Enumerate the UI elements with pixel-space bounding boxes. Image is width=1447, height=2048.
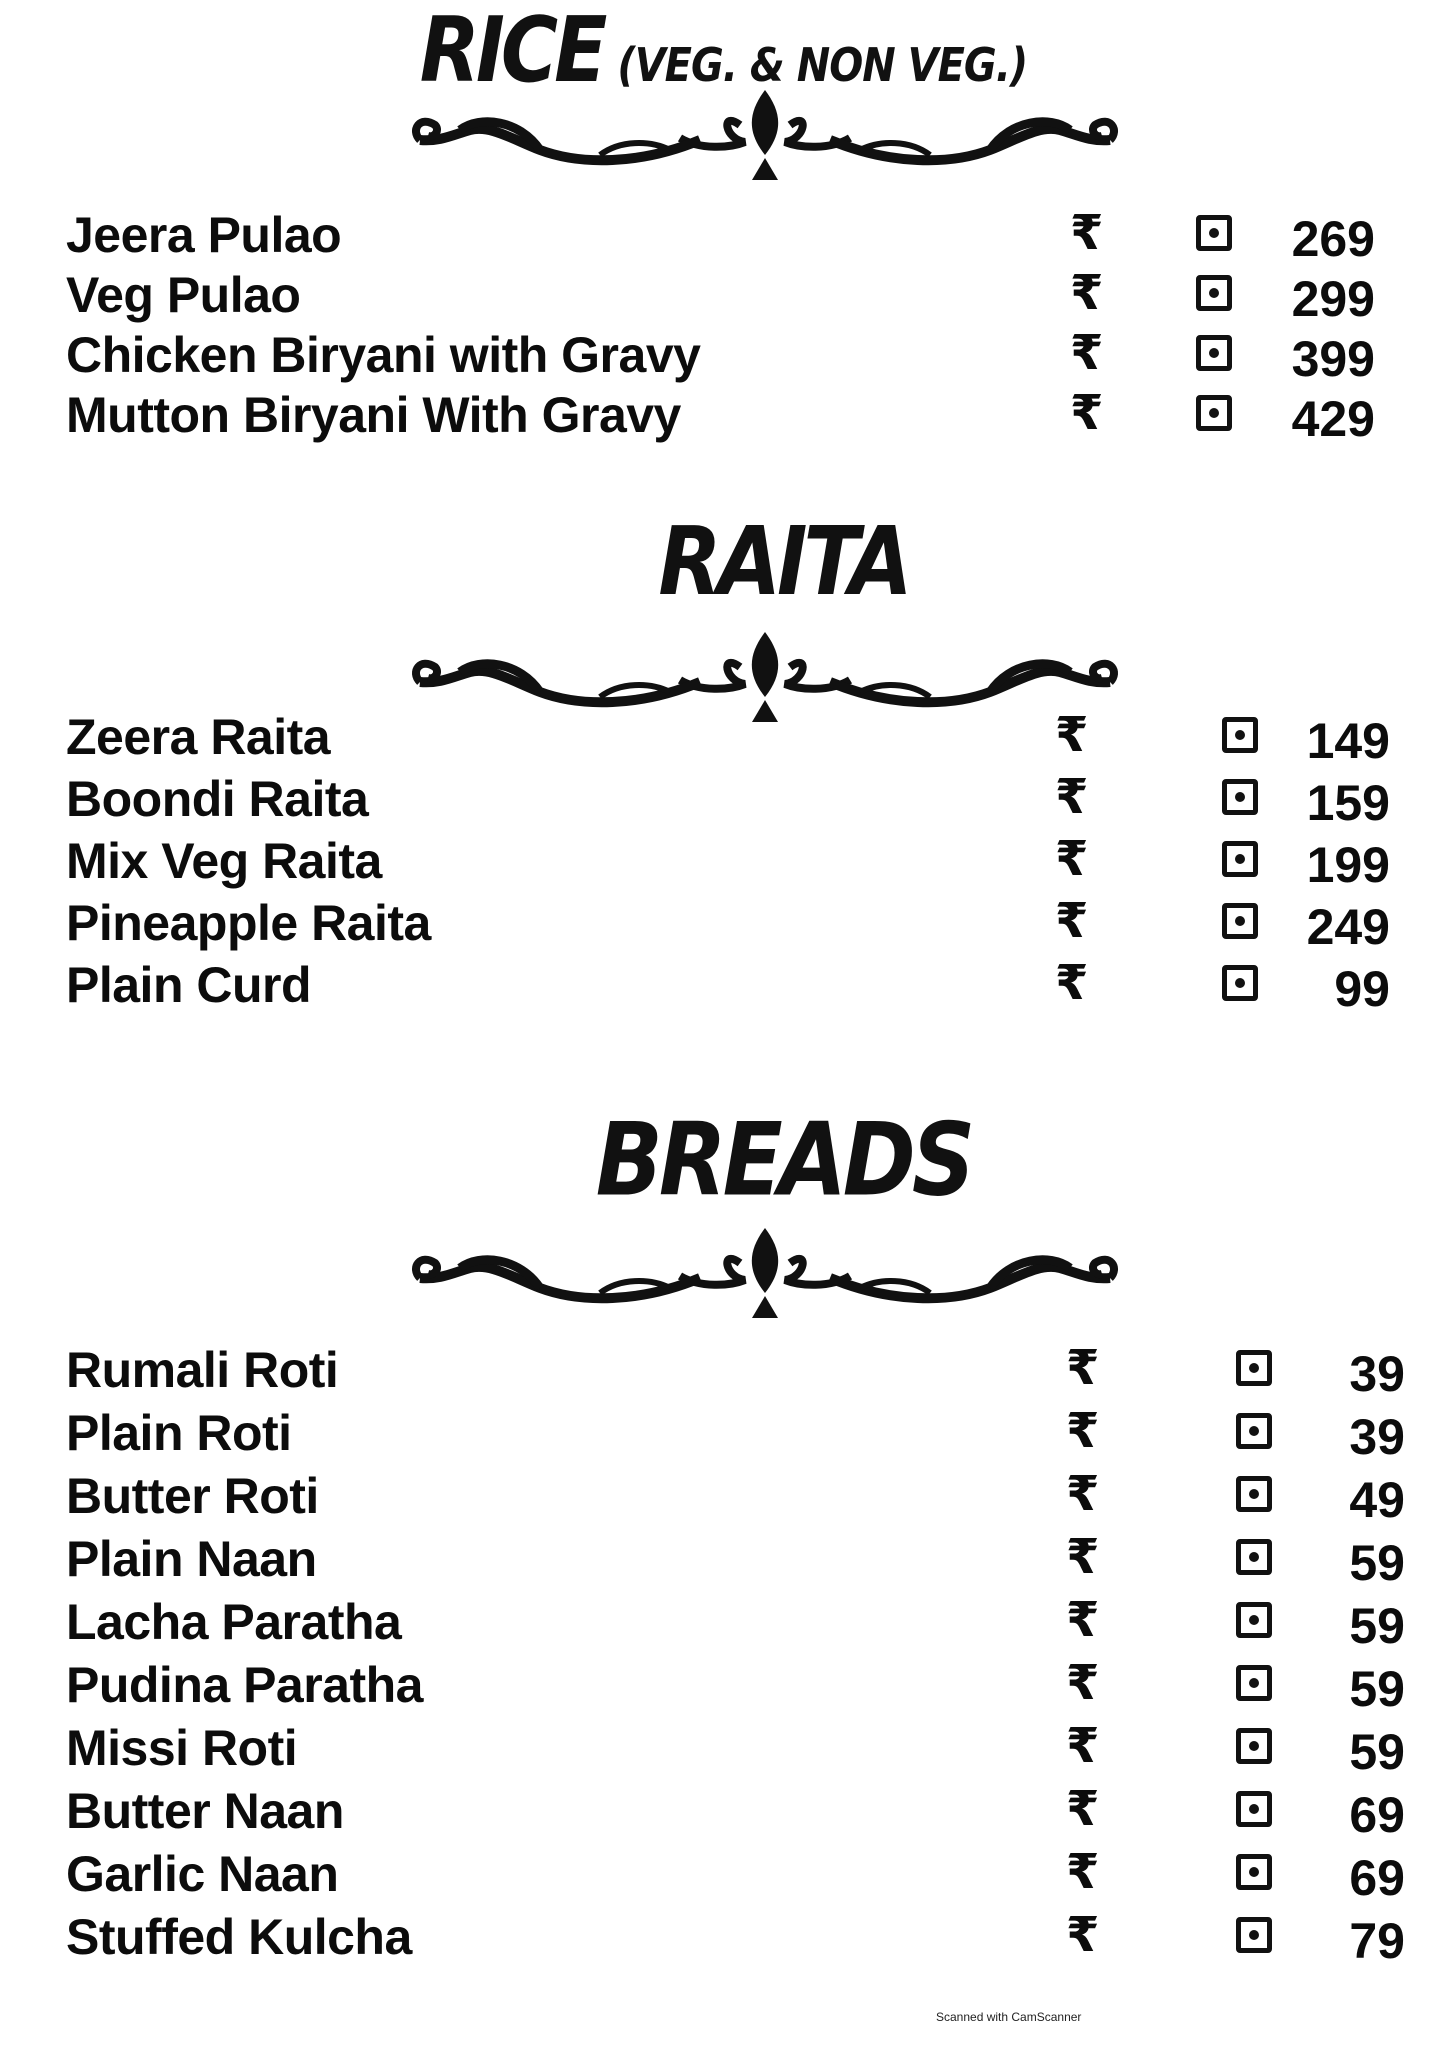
menu-item-name: Missi Roti [66, 1720, 298, 1776]
menu-item-row [0, 325, 1447, 385]
rupee-symbol: ₹ [1066, 1340, 1100, 1396]
rupee-symbol: ₹ [1070, 385, 1104, 441]
menu-item-name: Garlic Naan [66, 1846, 339, 1902]
menu-item-price: 199 [1306, 837, 1390, 893]
menu-item-row [0, 385, 1447, 445]
menu-item-row [0, 1718, 1447, 1778]
veg-symbol-icon [1196, 215, 1232, 251]
menu-item-name: Lacha Paratha [66, 1594, 402, 1650]
veg-symbol-icon [1222, 903, 1258, 939]
section-title-breads [60, 1100, 1447, 1218]
ornament-divider-icon [400, 70, 1130, 180]
menu-item-price: 39 [1349, 1346, 1405, 1402]
menu-item-price: 59 [1349, 1535, 1405, 1591]
menu-item-name: Pudina Paratha [66, 1657, 423, 1713]
menu-item-row [0, 1592, 1447, 1652]
rupee-symbol: ₹ [1066, 1844, 1100, 1900]
veg-symbol-icon [1196, 275, 1232, 311]
rupee-symbol: ₹ [1055, 707, 1089, 763]
menu-item-row [0, 1529, 1447, 1589]
menu-item-row [0, 1466, 1447, 1526]
menu-item-row [0, 1403, 1447, 1463]
menu-item-name: Plain Roti [66, 1405, 292, 1461]
veg-symbol-icon [1222, 841, 1258, 877]
menu-item-price: 69 [1349, 1850, 1405, 1906]
menu-item-row [0, 1781, 1447, 1841]
menu-item-price: 99 [1334, 961, 1390, 1017]
menu-item-row [0, 831, 1447, 891]
ornament-divider-icon [400, 612, 1130, 722]
menu-item-row [0, 955, 1447, 1015]
rupee-symbol: ₹ [1066, 1466, 1100, 1522]
rupee-symbol: ₹ [1066, 1781, 1100, 1837]
menu-item-name: Rumali Roti [66, 1342, 339, 1398]
rupee-symbol: ₹ [1055, 769, 1089, 825]
footer-text: Scanned with CamScanner [936, 2010, 1082, 2024]
rupee-symbol: ₹ [1070, 325, 1104, 381]
veg-symbol-icon [1236, 1728, 1272, 1764]
rupee-symbol: ₹ [1066, 1655, 1100, 1711]
menu-item-price: 399 [1291, 331, 1375, 387]
veg-symbol-icon [1222, 717, 1258, 753]
rupee-symbol: ₹ [1066, 1592, 1100, 1648]
veg-symbol-icon [1236, 1350, 1272, 1386]
menu-item-price: 59 [1349, 1661, 1405, 1717]
veg-symbol-icon [1236, 1917, 1272, 1953]
rupee-symbol: ₹ [1066, 1907, 1100, 1963]
menu-item-name: Veg Pulao [66, 267, 301, 323]
menu-item-price: 159 [1306, 775, 1390, 831]
menu-item-name: Pineapple Raita [66, 895, 431, 951]
ornament-divider-icon [400, 1208, 1130, 1318]
menu-item-name: Butter Roti [66, 1468, 319, 1524]
rupee-symbol: ₹ [1055, 893, 1089, 949]
menu-item-price: 299 [1291, 271, 1375, 327]
menu-item-row [0, 1655, 1447, 1715]
veg-symbol-icon [1196, 395, 1232, 431]
menu-item-row [0, 707, 1447, 767]
menu-item-price: 49 [1349, 1472, 1405, 1528]
rupee-symbol: ₹ [1070, 265, 1104, 321]
menu-item-row [0, 205, 1447, 265]
veg-symbol-icon [1236, 1602, 1272, 1638]
menu-item-price: 59 [1349, 1598, 1405, 1654]
menu-item-name: Chicken Biryani with Gravy [66, 327, 701, 383]
rice-subtitle: (VEG. & NON VEG.) [617, 39, 1028, 93]
menu-item-name: Jeera Pulao [66, 207, 342, 263]
menu-item-name: Stuffed Kulcha [66, 1909, 412, 1965]
veg-symbol-icon [1236, 1665, 1272, 1701]
veg-symbol-icon [1222, 779, 1258, 815]
menu-item-name: Butter Naan [66, 1783, 344, 1839]
veg-symbol-icon [1236, 1854, 1272, 1890]
breads-title: BREADS [595, 1100, 972, 1219]
section-title-raita [60, 508, 1447, 617]
raita-title: RAITA [658, 507, 909, 618]
menu-item-name: Plain Curd [66, 957, 312, 1013]
veg-symbol-icon [1196, 335, 1232, 371]
veg-symbol-icon [1236, 1413, 1272, 1449]
veg-symbol-icon [1236, 1476, 1272, 1512]
menu-item-price: 69 [1349, 1787, 1405, 1843]
veg-symbol-icon [1236, 1791, 1272, 1827]
rupee-symbol: ₹ [1066, 1403, 1100, 1459]
rupee-symbol: ₹ [1066, 1529, 1100, 1585]
menu-item-name: Zeera Raita [66, 709, 331, 765]
menu-item-name: Boondi Raita [66, 771, 369, 827]
rupee-symbol: ₹ [1055, 831, 1089, 887]
menu-item-row [0, 1907, 1447, 1967]
menu-item-price: 149 [1306, 713, 1390, 769]
veg-symbol-icon [1236, 1539, 1272, 1575]
menu-item-row [0, 1844, 1447, 1904]
menu-item-price: 269 [1291, 211, 1375, 267]
menu-item-price: 59 [1349, 1724, 1405, 1780]
menu-item-price: 79 [1349, 1913, 1405, 1969]
menu-item-price: 39 [1349, 1409, 1405, 1465]
rupee-symbol: ₹ [1055, 955, 1089, 1011]
rupee-symbol: ₹ [1070, 205, 1104, 261]
menu-item-price: 249 [1306, 899, 1390, 955]
menu-item-name: Mutton Biryani With Gravy [66, 387, 681, 443]
menu-item-row [0, 265, 1447, 325]
rice-title: RICE [419, 0, 604, 103]
menu-item-row [0, 1340, 1447, 1400]
menu-item-row [0, 893, 1447, 953]
rupee-symbol: ₹ [1066, 1718, 1100, 1774]
menu-item-price: 429 [1291, 391, 1375, 447]
menu-item-row [0, 769, 1447, 829]
menu-item-name: Mix Veg Raita [66, 833, 382, 889]
menu-item-name: Plain Naan [66, 1531, 317, 1587]
veg-symbol-icon [1222, 965, 1258, 1001]
